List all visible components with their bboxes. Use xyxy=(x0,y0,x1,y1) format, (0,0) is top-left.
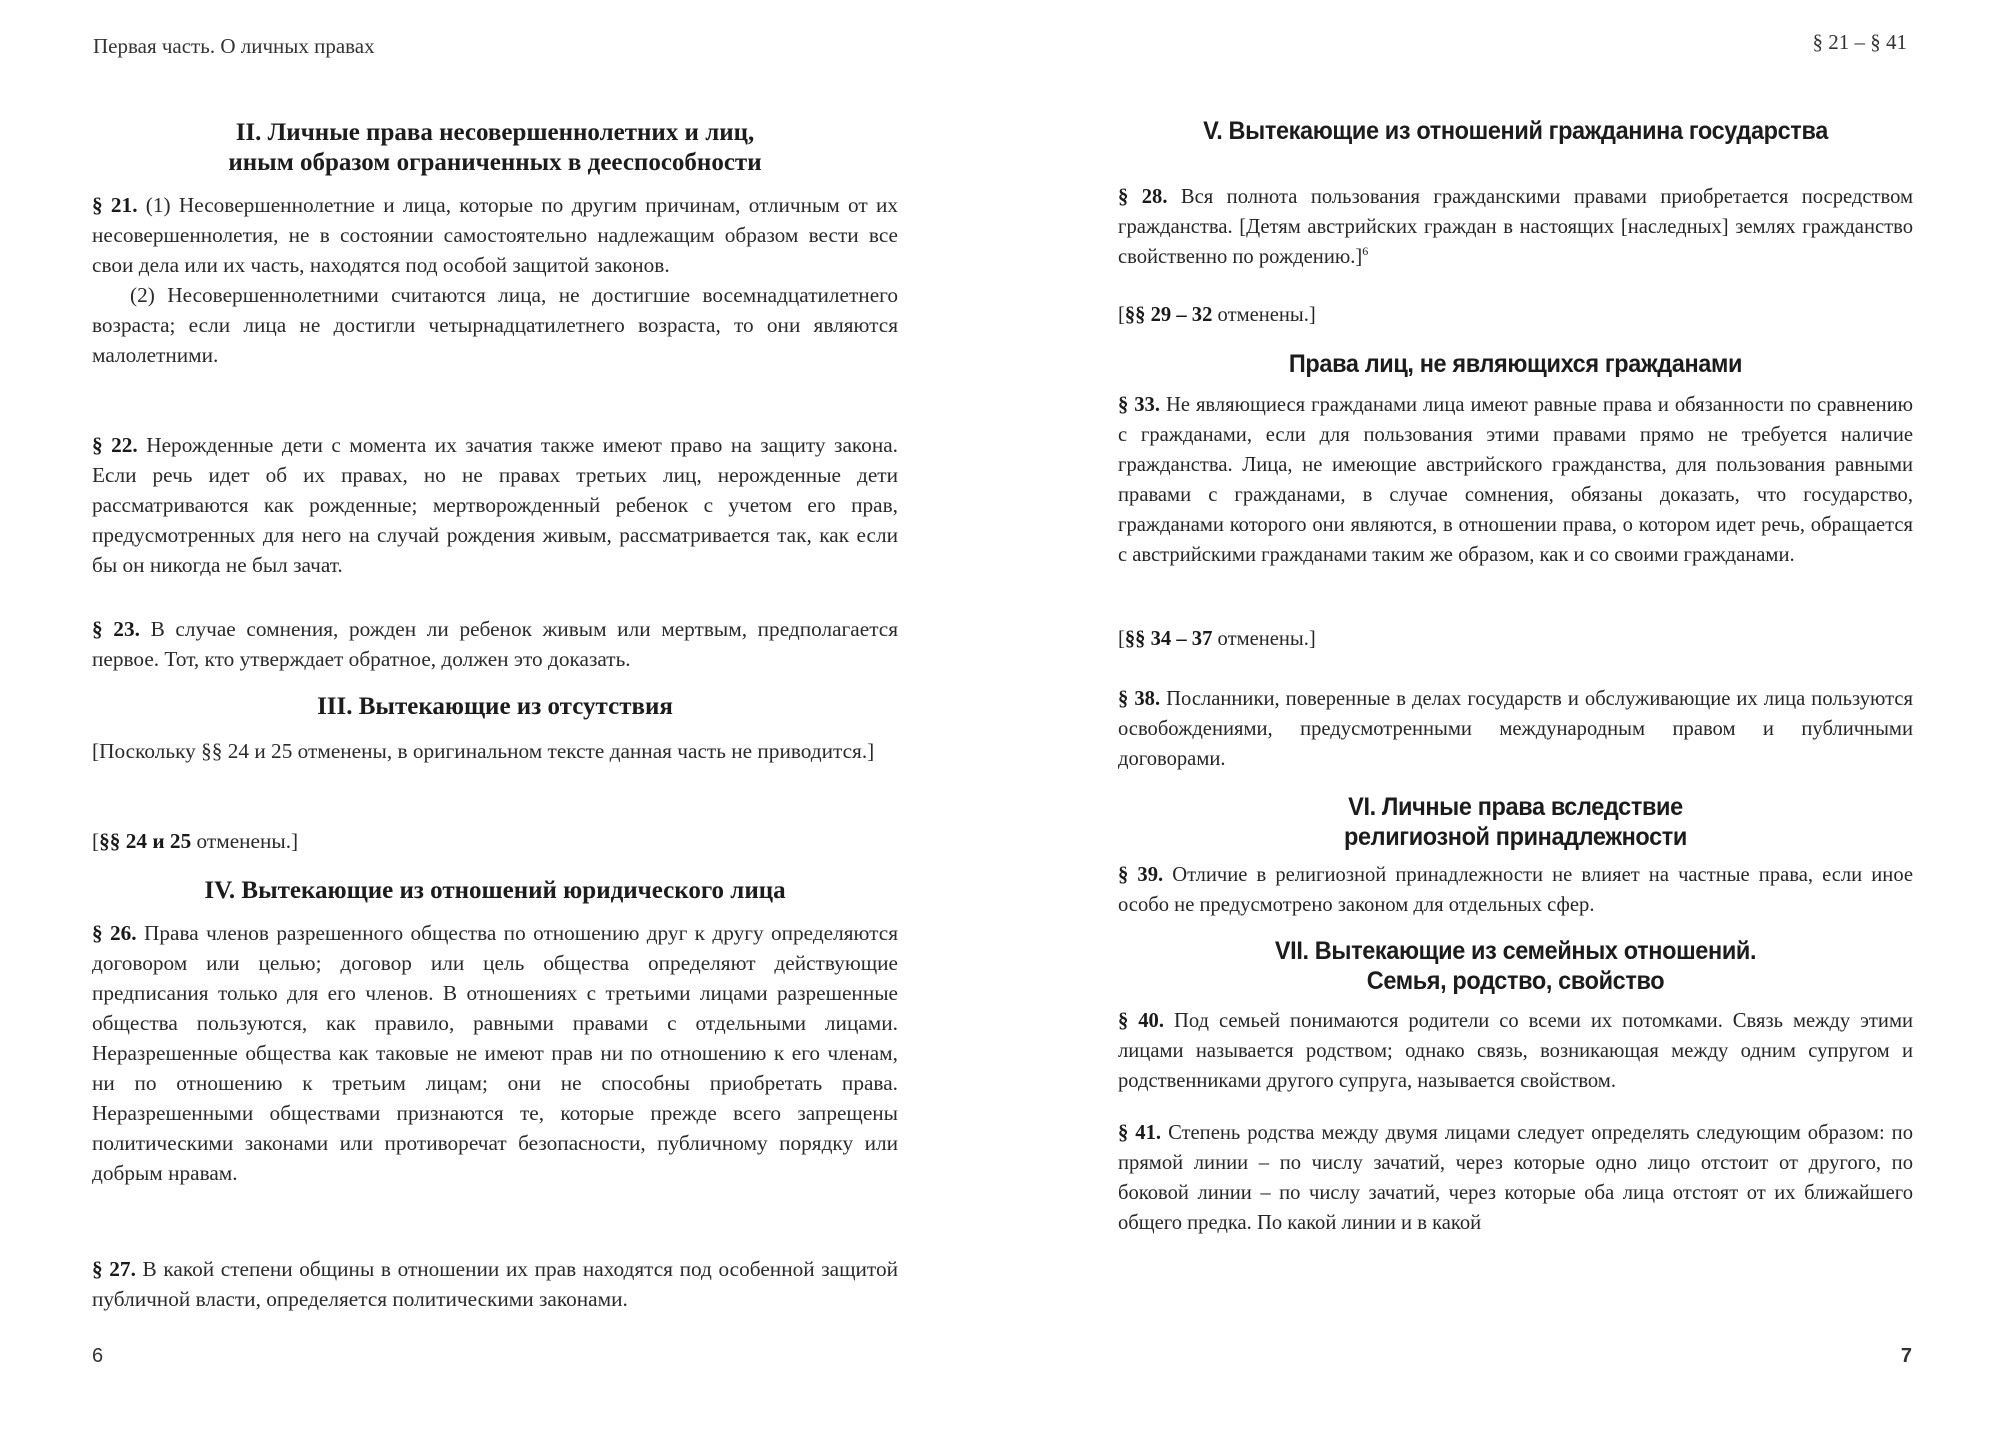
heading-line: III. Вытекающие из отсутствия xyxy=(317,693,673,720)
section-text: (2) Несовершеннолетними считаются лица, не достигшие восемнадцатилетнего возраста; если лица не достигли четырнадцатилетнего возраста, то они являются малолетними. xyxy=(92,283,898,367)
paragraph-s27 xyxy=(92,1254,898,1314)
section-number: § 21. xyxy=(92,193,138,217)
paragraph-s33 xyxy=(1118,390,1913,570)
repealed-24-25: [§§ 24 и 25 отменены.] xyxy=(92,829,299,853)
section-text: Отличие в религиозной принадлежности не влияет на частные права, если иное особо не предусмотрено законом для отдельных сфер. xyxy=(1118,864,1914,916)
running-head: § 21 – § 41 xyxy=(1812,30,1907,54)
paragraph-s23 xyxy=(92,614,898,674)
heading-section-VII xyxy=(1118,936,1913,996)
paragraph-s41 xyxy=(1118,1118,1913,1238)
paragraph-s39 xyxy=(1118,860,1913,920)
heading-section-IV xyxy=(92,876,898,906)
section-number: § 40. xyxy=(1118,1010,1164,1032)
heading-line: II. Личные права несовершеннолетних и лиц, xyxy=(235,119,755,146)
section-number: § 27. xyxy=(92,1257,136,1281)
section-number: §§ 34 – 37 xyxy=(1124,628,1213,650)
heading-line: VII. Вытекающие из семейных отношений. xyxy=(1274,937,1757,965)
section-text: Права членов разрешенного общества по отношению друг к другу определяются договором или целью; договор или цель общества определяют действующие предписания только для его членов. В отношениях с третьими лицами разрешенные общества пользуются, как правило, равными правами с отдельными лицами. Неразрешенные общества как таковые не имеют прав ни по отношению к его членам, ни по отношению к третьим лицам; они не способны приобретать права. Неразрешенными обществами признаются те, которые прежде всего запрещены политическими законами или противоречат безопасности, публичному порядку или добрым нравам. xyxy=(92,921,898,1185)
heading-noncitizens xyxy=(1118,349,1913,379)
heading-section-III xyxy=(92,692,898,722)
section-text: Нерожденные дети с момента их зачатия также имеют право на защиту закона. Если речь идет об их правах, но не правах третьих лиц, нерожденные дети рассматриваются как рожденные; мертворожденный ребенок с учетом его прав, предусмотренных для него на случай рождения живым, рассматривается так, как если бы он никогда не был зачат. xyxy=(92,433,898,577)
paragraph-s38 xyxy=(1118,684,1913,774)
section-number: § 23. xyxy=(92,617,140,641)
paragraph-s22 xyxy=(92,430,898,580)
heading-line: иным образом ограниченных в дееспособности xyxy=(228,149,762,176)
section-number: § 28. xyxy=(1118,186,1168,208)
section-number: § 26. xyxy=(92,921,137,945)
right-page xyxy=(1000,0,2000,1431)
section-number: § 41. xyxy=(1118,1122,1162,1144)
section-text: Не являющиеся гражданами лица имеют равные права и обязанности по сравнению с гражданами, если для пользования этими правами прямо не требуется наличие гражданства. Лица, не имеющие австрийского гражданства, для пользования равными правами с гражданами, в случае сомнения, обязаны доказать, что государство, гражданами которого они являются, в отношении права, о котором идет речь, обращается с австрийскими гражданами таким же образом, как и со своими гражданами. xyxy=(1118,394,1914,566)
running-head: Первая часть. О личных правах xyxy=(93,34,375,58)
section-text: (1) Несовершеннолетние и лица, которые по другим причинам, отличным от их несовершеннолетия, не в состоянии самостоятельно надлежащим образом вести все свои дела или их часть, находятся под особой защитой законов. xyxy=(92,193,898,277)
heading-line: VI. Личные права вследствие xyxy=(1348,793,1683,821)
page-number: 6 xyxy=(92,1345,104,1367)
section-text: Посланники, поверенные в делах государств и обслуживающие их лица пользуются освобождениями, предусмотренными международным правом и публичными договорами. xyxy=(1118,688,1913,770)
editor-note: [Поскольку §§ 24 и 25 отменены, в оригинальном тексте данная часть не приводится.] xyxy=(92,739,875,763)
section-number: § 39. xyxy=(1118,864,1164,886)
heading-section-V xyxy=(1118,116,1913,146)
heading-section-VI xyxy=(1118,792,1913,852)
heading-section-II xyxy=(92,118,898,178)
paragraph-s40 xyxy=(1118,1006,1913,1096)
page-number: 7 xyxy=(1900,1345,1912,1367)
section-text: Вся полнота пользования гражданскими правами приобретается посредством гражданства. [Детям австрийских граждан в настоящих [наследных] землях гражданство свойственно по рождению.] xyxy=(1118,186,1914,268)
section-text: Под семьей понимаются родители со всеми их потомками. Связь между этими лицами называется родством; однако связь, возникающая между одним супругом и родственниками другого супруга, называется свойством. xyxy=(1118,1010,1913,1092)
paragraph-s21 xyxy=(92,190,898,370)
heading-line: Права лиц, не являющихся гражданами xyxy=(1288,350,1743,378)
paragraph-s26 xyxy=(92,918,898,1188)
section-number: §§ 29 – 32 xyxy=(1124,304,1213,326)
section-number: §§ 24 и 25 xyxy=(99,829,192,853)
section-number: § 22. xyxy=(92,433,138,457)
heading-line: религиозной принадлежности xyxy=(1343,823,1687,851)
heading-line: V. Вытекающие из отношений гражданина государства xyxy=(1203,117,1828,145)
section-number: § 33. xyxy=(1118,394,1161,416)
footnote-marker: 6 xyxy=(1362,244,1369,259)
section-text: В случае сомнения, рожден ли ребенок живым или мертвым, предполагается первое. Тот, кто утверждает обратное, должен это доказать. xyxy=(92,617,899,671)
heading-line: Семья, родство, свойство xyxy=(1366,967,1665,995)
repealed-34-37: [§§ 34 – 37 отменены.] xyxy=(1118,628,1316,650)
repealed-29-32: [§§ 29 – 32 отменены.] xyxy=(1118,304,1316,326)
heading-line: IV. Вытекающие из отношений юридического лица xyxy=(204,877,786,904)
section-text: В какой степени общины в отношении их прав находятся под особенной защитой публичной власти, определяется политическими законами. xyxy=(92,1257,898,1311)
section-text: Степень родства между двумя лицами следует определять следующим образом: по прямой линии – по числу зачатий, через которые одно лицо отстоит от другого, по боковой линии – по числу зачатий, через которые оба лица отстоят от их ближайшего общего предка. По какой линии и в какой xyxy=(1118,1122,1914,1234)
section-number: § 38. xyxy=(1118,688,1161,710)
paragraph-s28 xyxy=(1118,182,1913,272)
